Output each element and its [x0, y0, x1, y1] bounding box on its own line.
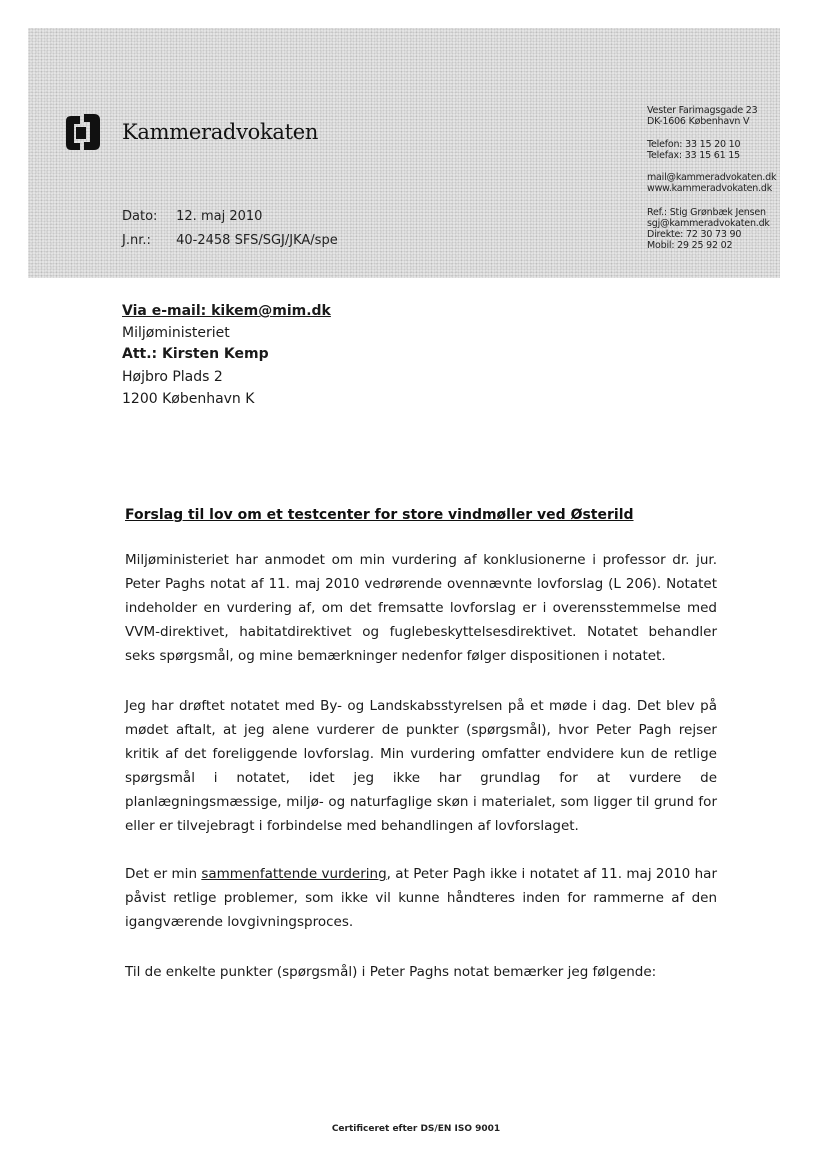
contact-fax: Telefax: 33 15 61 15: [647, 150, 740, 161]
body-paragraph-1: Miljøministeriet har anmodet om min vurdering af konklusionerne i professor dr. jur. Peter Paghs notat af 11. maj 2010 vedrørende ovennævnte lovforslag (L 206). Notatet indeholder en vurdering af, om det fremsatte lovforslag er i overensstemmelse med VVM-direktivet, habitatdirektivet og fuglebeskyttelsesdirektivet. Notatet behandler seks spørgsmål, og mine bemærkninger nedenfor følger dispositionen i notatet.: [125, 552, 717, 664]
via-email-line: Via e-mail: kikem@mim.dk: [122, 303, 331, 319]
contact-street: Vester Farimagsgade 23: [647, 105, 758, 116]
contact-mobile: Mobil: 29 25 92 02: [647, 240, 733, 251]
letter-subject: Forslag til lov om et testcenter for store vindmøller ved Østerild: [125, 507, 634, 523]
body-paragraph-2: Jeg har drøftet notatet med By- og Landskabsstyrelsen på et møde i dag. Det blev på mødet aftalt, at jeg alene vurderer de punkter (spørgsmål), hvor Peter Pagh rejser kritik af det foreliggende lovforslag. Min vurdering omfatter endvidere kun de retlige spørgsmål i notatet, idet jeg ikke har grundlag for at vurdere de planlægningsmæssige, miljø- og naturfaglige skøn i materialet, som ligger til grund for eller er tilvejebragt i forbindelse med behandlingen af lovforslaget.: [125, 698, 717, 834]
contact-phone: Telefon: 33 15 20 10: [647, 139, 741, 150]
journal-number-row: [122, 233, 338, 248]
contact-reference-email: sgj@kammeradvokaten.dk: [647, 218, 770, 229]
paragraph-3-underlined: sammenfattende vurdering: [201, 866, 387, 882]
recipient-city: 1200 København K: [122, 391, 255, 407]
journal-number-value: 40-2458 SFS/SGJ/JKA/spe: [176, 233, 338, 248]
kammeradvokaten-logo-icon: [62, 113, 104, 151]
date-label: Dato:: [122, 209, 158, 224]
paragraph-3-start: Det er min: [125, 866, 202, 882]
paragraph-3-end: , at Peter Pagh ikke i notatet af 11. maj 2010 har påvist retlige problemer, som ikke vil kunne håndteres inden for rammerne af den igangværende lovgivningsproces.: [125, 866, 717, 930]
contact-postal: DK-1606 København V: [647, 116, 750, 127]
contact-direct-phone: Direkte: 72 30 73 90: [647, 229, 742, 240]
recipient-attention: Att.: Kirsten Kemp: [122, 346, 269, 362]
contact-reference: Ref.: Stig Grønbæk Jensen: [647, 207, 766, 218]
date-value: 12. maj 2010: [176, 209, 263, 224]
contact-email: mail@kammeradvokaten.dk: [647, 172, 777, 183]
firm-name: Kammeradvokaten: [122, 120, 319, 144]
certification-footer: Certificeret efter DS/EN ISO 9001: [331, 1124, 501, 1134]
recipient-organization: Miljøministeriet: [122, 325, 230, 341]
contact-web: www.kammeradvokaten.dk: [647, 183, 773, 194]
date-row: [122, 209, 262, 224]
recipient-street: Højbro Plads 2: [122, 369, 223, 385]
body-paragraph-4: Til de enkelte punkter (spørgsmål) i Peter Paghs notat bemærker jeg følgende:: [125, 964, 657, 980]
journal-number-label: J.nr.:: [122, 233, 151, 248]
body-paragraph-3: [125, 862, 717, 934]
